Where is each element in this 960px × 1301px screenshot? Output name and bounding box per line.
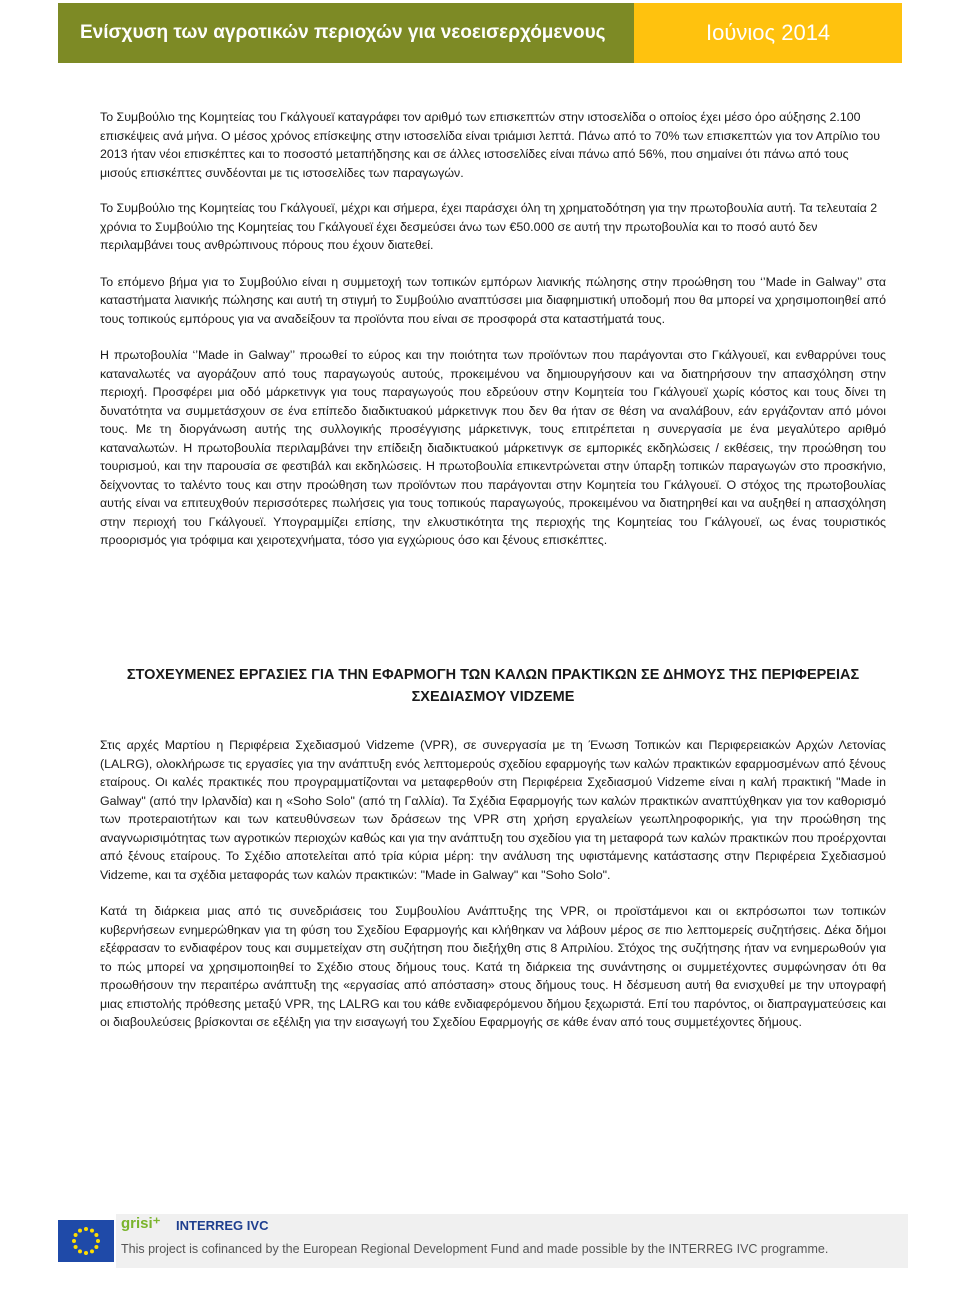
paragraph-municipalities: Κατά τη διάρκεια μιας από τις συνεδριάσεις του Συμβουλίου Ανάπτυξης της VPR, οι προϊστάμενοι και οι εκπρόσωποι των τοπικών κυβερνήσεων ενημερώθηκαν για τη φύση του Σχεδίου Εφαρμογής και κλήθηκαν να λάβουν μέρος σε πιο λεπτομερείς συζητήσεις. Δέκα δήμοι εξέφρασαν το ενδιαφέρον τους και συμμετείχαν στη συζήτηση που διεξήχθη στις 8 Απριλίου. Στόχος της συζήτησης ήταν να ενημερωθούν για το πώς μπορεί να χρησιμοποιηθεί το Σχέδιο στους δήμους τους. Κατά τη διάρκεια της συνάντησης οι συμμετέχοντες συμφώνησαν ότι θα προωθήσουν την περαιτέρω ανάπτυξη της «εργασίας από απόσταση» στους δήμους τους. Η δέσμευση αυτή θα ενισχυθεί με την υπογραφή μιας επιστολής πρόθεσης μεταξύ VPR, της LALRG και του κάθε ενδιαφερόμενου δήμου ξεχωριστά. Επί του παρόντος, οι διαπραγματεύσεις και οι διαβουλεύσεις βρίσκονται σε εξέλιξη για την εισαγωγή του Σχεδίου Εφαρμογής σε κάθε έναν από τους συμμετέχοντες δήμους. xyxy=(100,904,886,1029)
header-title: Ενίσχυση των αγροτικών περιοχών για νεοεισερχόμενους xyxy=(58,3,634,63)
grisi-logo: grisi⁺ xyxy=(121,1215,161,1232)
footer xyxy=(58,1210,908,1268)
header-date: Ιούνιος 2014 xyxy=(634,3,902,63)
paragraph-visitors: Το Συμβούλιο της Κομητείας του Γκάλγουεϊ καταγράφει τον αριθμό των επισκεπτών στην ιστοσελίδα ο οποίος έχει μέσο όρο αύξησης 2.100 επισκέψεις ανά μήνα. Ο μέσος χρόνος επίσκεψης στην ιστοσελίδα είναι τριάμισι λεπτά. Πάνω από το 70% των επισκεπτών για τον Απρίλιο του 2013 ήταν νέοι επισκέπτες και το ποσοστό μεταπήδησης και σε άλλες ιστοσελίδες είναι πάνω από 56%, που σημαίνει ότι πάνω από τους μισούς επισκέπτες συνδέονται με τις ιστοσελίδες των παραγωγών. xyxy=(100,110,881,180)
interreg-logo: INTERREG IVC xyxy=(176,1218,269,1233)
section-heading: ΣΤΟΧΕΥΜΕΝΕΣ ΕΡΓΑΣΙΕΣ ΓΙΑ ΤΗΝ ΕΦΑΡΜΟΓΗ ΤΩΝ ΚΑΛΩΝ ΠΡΑΚΤΙΚΩΝ ΣΕ ΔΗΜΟΥΣ ΤΗΣ ΠΕΡΙΦΕΡΕΙΑΣ ΣΧΕΔΙΑΣΜΟΥ VIDZEME xyxy=(126,667,860,705)
document-body xyxy=(100,108,886,550)
document-body-2 xyxy=(100,736,886,1032)
paragraph-vidzeme-plan: Στις αρχές Μαρτίου η Περιφέρεια Σχεδιασμού Vidzeme (VPR), σε συνεργασία με τη Ένωση Τοπικών και Περιφερειακών Αρχών Λετονίας (LALRG), ολοκλήρωσε τις εργασίες για την ανάπτυξη ενός λεπτομερούς σχεδίου εφαρμογής των καλών πρακτικών εφαρμοσμένων από ξένους εταίρους. Οι καλές πρακτικές που προγραμματίζονται να μεταφερθούν στη Περιφέρεια Σχεδιασμού Vidzeme είναι η καλή πρακτική "Made in Galway" (από την Ιρλανδία) και η «Soho Solo" (από τη Γαλλία). Τα Σχέδια Εφαρμογής των καλών πρακτικών αναπτύχθηκαν για τον καθορισμό των προτεραιοτήτων και των κατευθύνσεων των δράσεων της VPR στη χρήση εργαλείων γεωπληροφορικής, για την προώθηση της αναγνωρισιμότητας των αγροτικών περιοχών καθώς και για την ανάπτυξη του σχεδίου για τη μεταφορά των καλών πρακτικών που προέρχονται από ξένους εταίρους. Το Σχέδιο αποτελείται από τρία κύρια μέρη: την ανάλυση της υφιστάμενης κατάστασης στην Περιφέρεια Σχεδιασμού Vidzeme, και τα σχέδια μεταφοράς των καλών πρακτικών: "Made in Galway" και "Soho Solo". xyxy=(100,738,886,882)
paragraph-made-in-galway: Η πρωτοβουλία ‘’Made in Galway’’ προωθεί το εύρος και την ποιότητα των προϊόντων που παράγονται στο Γκάλγουεϊ, και ενθαρρύνει τους καταναλωτές να αγοράζουν από τους παραγωγούς αυτούς, προκειμένου να δημιουργήσουν και να διατηρήσουν την απασχόληση στην περιοχή. Προσφέρει μια οδό μάρκετινγκ για τους παραγωγούς που εδρεύουν στην Κομητεία του Γκάλγουεϊ χωρίς κόστος και τους δίνει τη δυνατότητα να συμμετάσχουν σε ένα επίπεδο διαδικτυακού μάρκετινγκ που δεν θα ήταν σε θέση να αναλάβουν, εάν εργάζονταν από μόνοι τους. Με τη διοργάνωση αυτής της συλλογικής προσέγγισης μάρκετινγκ, τους επιτρέπεται η συνεργασία με ένα μεγαλύτερο αριθμό καταναλωτών. Η πρωτοβουλία περιλαμβάνει την επίδειξη διαδικτυακού μάρκετινγκ σε εμπορικές εκδηλώσεις / εκθέσεις, την προώθηση του τουρισμού, και την παρουσία σε φεστιβάλ και εκδηλώσεις. Η πρωτοβουλία επικεντρώνεται στην ύπαρξη τοπικών παραγωγών στο προσκήνιο, δείχνοντας το ταλέντο τους και στην προώθηση των προϊόντων που παράγονται στην Κομητεία του Γκάλγουεϊ. Ο στόχος της πρωτοβουλίας αυτής είναι να επιτευχθούν περισσότερες πωλήσεις για τους τοπικούς παραγωγούς, προκειμένου να διατηρηθεί και να αυξηθεί η απασχόληση στην περιοχή του Γκάλγουεϊ. Υπογραμμίζει επίσης, την ελκυστικότητα της περιοχής της Κομητείας του Γκάλγουεϊ, ως ένας τουριστικός προορισμός για τρόφιμα και χειροτεχνήματα, τόσο για εγχώριους όσο και ξένους επισκέπτες. xyxy=(100,348,886,547)
footer-tagline: This project is cofinanced by the European Regional Development Fund and made possible by the INTERREG IVC programme. xyxy=(121,1242,829,1256)
paragraph-next-step: Το επόμενο βήμα για το Συμβούλιο είναι η συμμετοχή των τοπικών εμπόρων λιανικής πώλησης στην προώθηση του ‘’Made in Galway’’ στα καταστήματα λιανικής πώλησης και αυτή τη στιγμή το Συμβούλιο αναπτύσσει μια διαφημιστική υποδομή που θα μπορεί να χρησιμοποιηθεί από τους τοπικούς εμπόρους για να αναδείξουν τα προϊόντα που είναι σε προσφορά στα καταστήματά τους. xyxy=(100,274,886,326)
page-header xyxy=(58,3,902,63)
eu-flag-icon xyxy=(58,1220,114,1262)
paragraph-funding: Το Συμβούλιο της Κομητείας του Γκάλγουεϊ, μέχρι και σήμερα, έχει παράσχει όλη τη χρηματοδότηση για την πρωτοβουλία αυτή. Τα τελευταία 2 χρόνια το Συμβούλιο της Κομητείας του Γκάλγουεϊ έχει δεσμεύσει άνω των €50.000 σε αυτή την πρωτοβουλία και το ποσό αυτό δεν περιλαμβάνει τους ανθρώπινους πόρους που έχουν διατεθεί. xyxy=(100,201,878,252)
